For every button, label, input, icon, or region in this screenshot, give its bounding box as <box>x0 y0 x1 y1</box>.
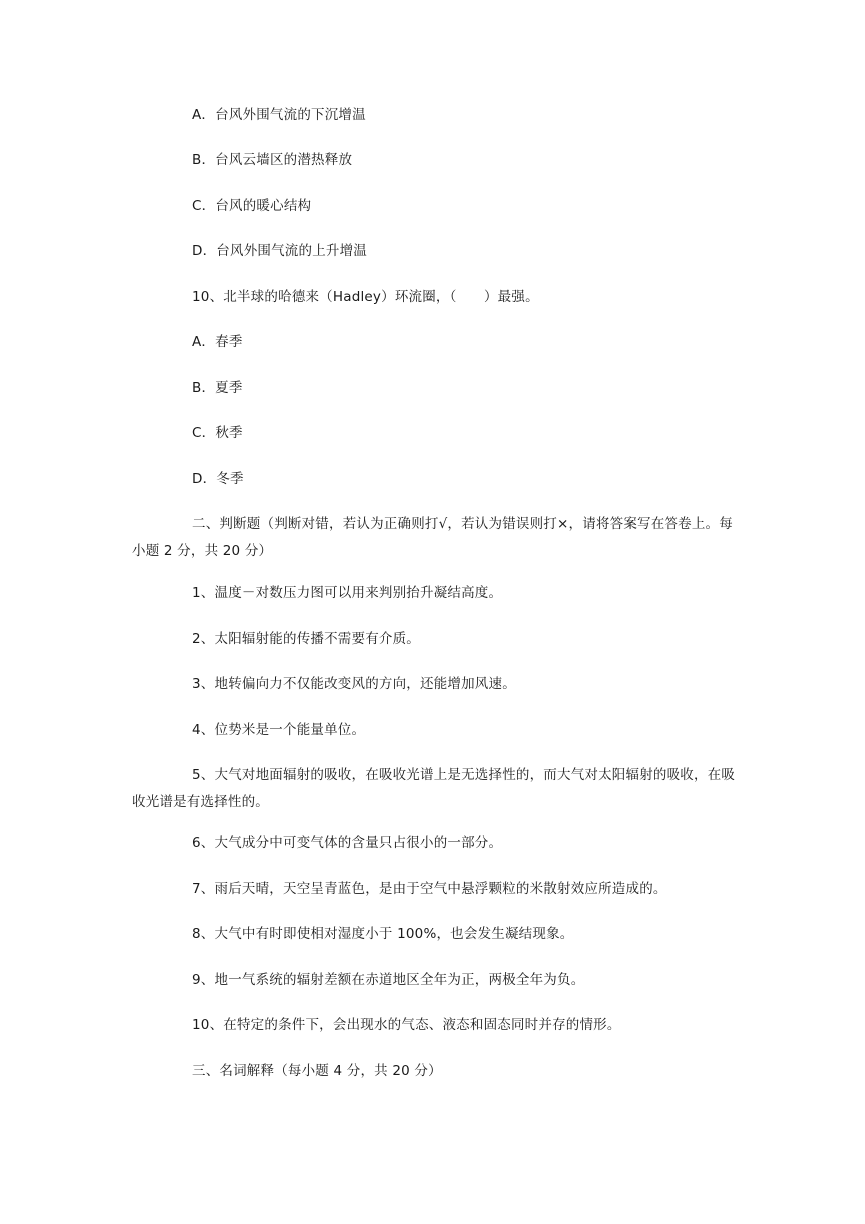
judge-item-3: 3、地转偏向力不仅能改变风的方向，还能增加风速。 <box>192 676 516 692</box>
q9-option-a: A．台风外围气流的下沉增温 <box>192 107 366 123</box>
q10-option-c: C．秋季 <box>192 425 243 441</box>
q9-option-c: C．台风的暖心结构 <box>192 198 312 214</box>
section3-heading: 三、名词解释（每小题 4 分，共 20 分） <box>192 1063 442 1079</box>
q10-option-b: B．夏季 <box>192 380 243 396</box>
q10-stem: 10、北半球的哈德来（Hadley）环流圈，（ ）最强。 <box>192 289 539 305</box>
judge-item-9: 9、地一气系统的辐射差额在赤道地区全年为正，两极全年为负。 <box>192 972 585 988</box>
judge-item-8: 8、大气中有时即使相对湿度小于 100%，也会发生凝结现象。 <box>192 926 574 942</box>
judge-item-1: 1、温度－对数压力图可以用来判别抬升凝结高度。 <box>192 585 503 601</box>
judge-item-6: 6、大气成分中可变气体的含量只占很小的一部分。 <box>192 835 503 851</box>
section2-heading: 二、判断题（判断对错，若认为正确则打√，若认为错误则打×，请将答案写在答卷上。每小题 2 分，共 20 分） <box>132 516 733 559</box>
q10-option-a: A．春季 <box>192 334 243 350</box>
judge-item-7: 7、雨后天晴，天空呈青蓝色，是由于空气中悬浮颗粒的米散射效应所造成的。 <box>192 881 667 897</box>
judge-item-10: 10、在特定的条件下，会出现水的气态、液态和固态同时并存的情形。 <box>192 1017 621 1033</box>
judge-item-5: 5、大气对地面辐射的吸收，在吸收光谱上是无选择性的，而大气对太阳辐射的吸收，在吸收光谱是有选择性的。 <box>132 767 736 810</box>
judge-item-2: 2、太阳辐射能的传播不需要有介质。 <box>192 631 420 647</box>
judge-item-4: 4、位势米是一个能量单位。 <box>192 722 366 738</box>
q9-option-d: D．台风外围气流的上升增温 <box>192 243 367 259</box>
q10-option-d: D．冬季 <box>192 471 244 487</box>
q9-option-b: B．台风云墙区的潜热释放 <box>192 152 353 168</box>
